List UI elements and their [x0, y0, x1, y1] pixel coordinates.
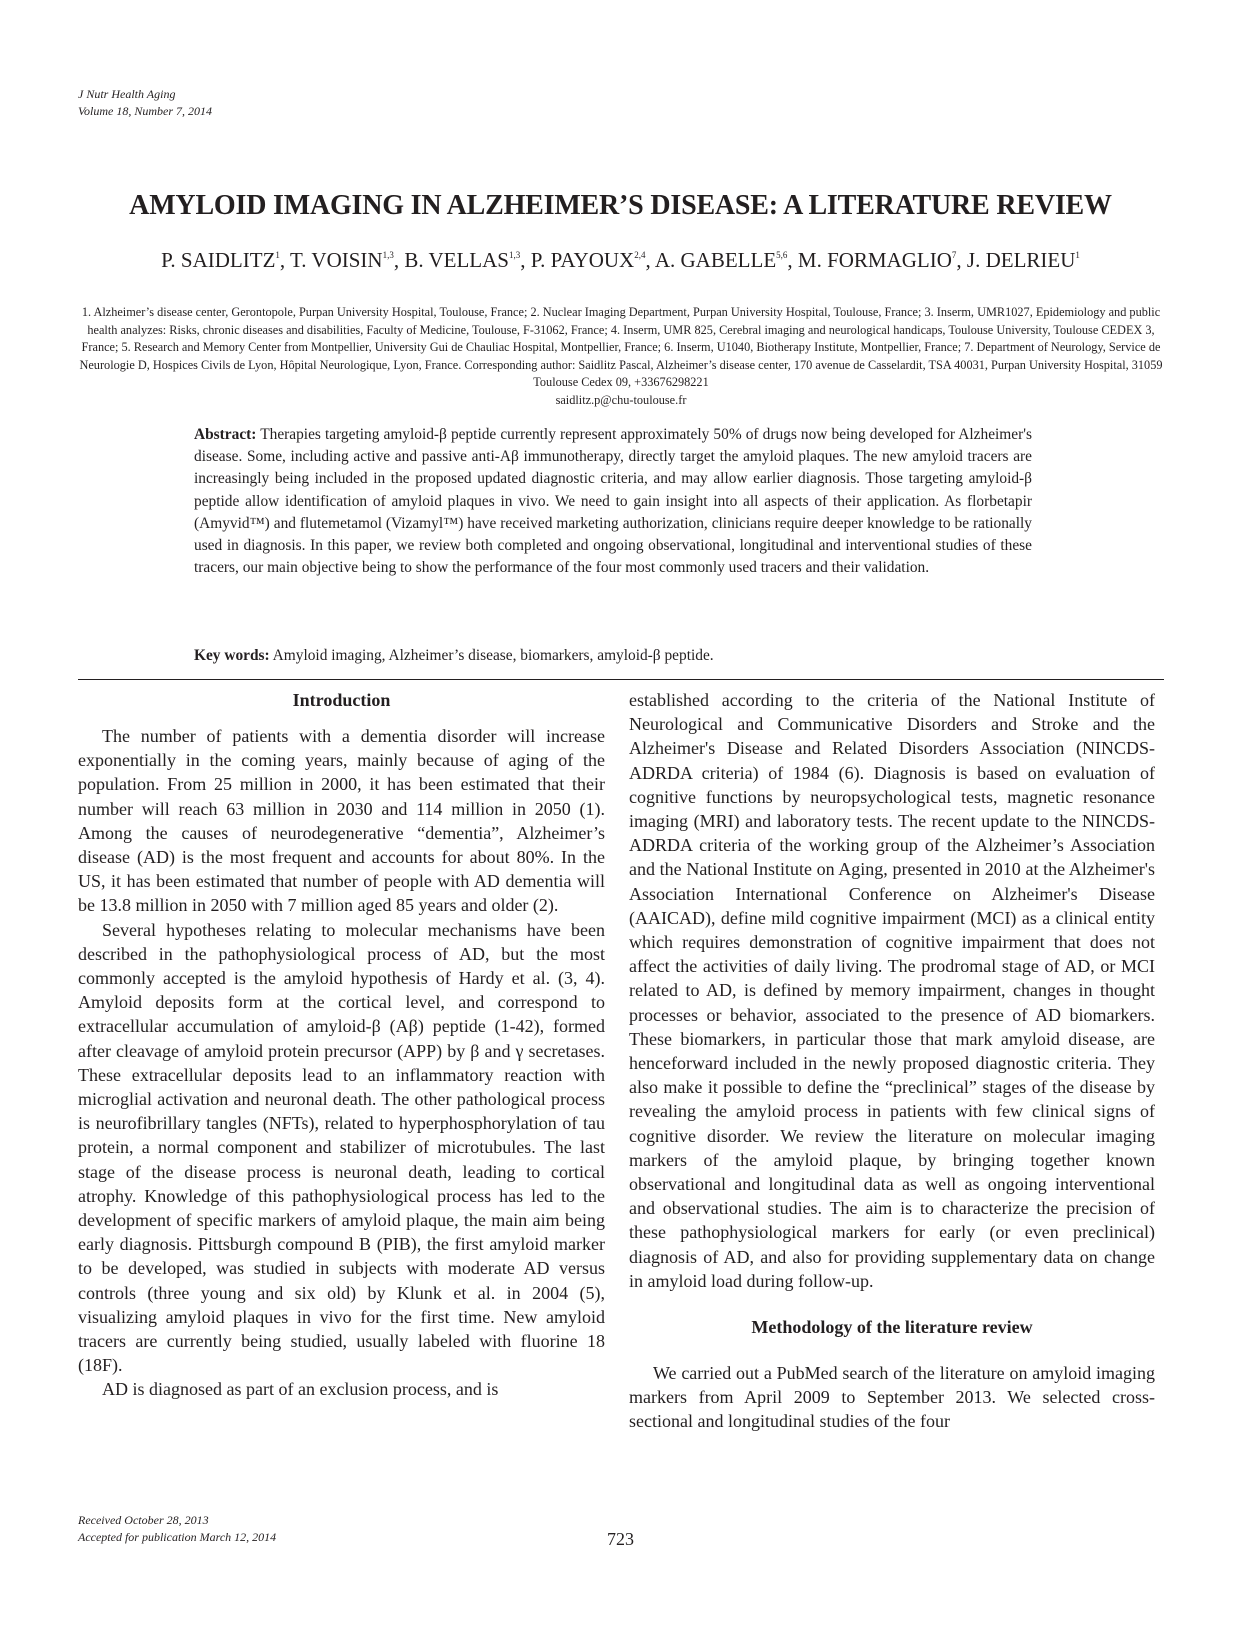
- methodology-paragraph-1: We carried out a PubMed search of the literature on amyloid imaging markers from April 2009 to September 2013. We selected cross-sectional and longitudinal studies of the four: [629, 1363, 1155, 1432]
- intro-paragraph-3: AD is diagnosed as part of an exclusion process, and is: [102, 1379, 499, 1400]
- affiliations-text: 1. Alzheimer’s disease center, Gerontopole, Purpan University Hospital, Toulouse, France; 2. Nuclear Imaging Department, Purpan University Hospital, Toulouse, France; 3. Inserm, UMR1027, Epidemiology and public health analyzes: Risks, chronic diseases and disabilities, Faculty of Medicine, Toulouse, F-31062, France; 4. Inserm, UMR 825, Cerebral imaging and neurological handicaps, Toulouse University, Toulouse CEDEX 3, France; 5. Research and Memory Center from Montpellier, University Gui de Chauliac Hospital, Montpellier, France; 6. Inserm, U1040, Biotherapy Institute, Montpellier, France; 7. Department of Neurology, Service de Neurologie D, Hospices Civils de Lyon, Hôpital Neurologique, Lyon, France. Corresponding author: Saidlitz Pascal, Alzheimer’s disease center, 170 avenue de Casselardit, TSA 40031, Purpan University Hospital, 31059 Toulouse Cedex 09, +33676298221: [79, 305, 1163, 390]
- abstract-label: Abstract:: [194, 426, 257, 443]
- methodology-heading: Methodology of the literature review: [751, 1317, 1033, 1338]
- keywords: [194, 645, 1032, 667]
- right-column: [629, 688, 1155, 1434]
- journal-name: J Nutr Health Aging: [78, 87, 176, 101]
- intro-paragraph-2: Several hypotheses relating to molecular mechanisms have been described in the pathophysiological process of AD, but the most commonly accepted is the amyloid hypothesis of Hardy et al. (3, 4). Amyloid deposits form at the cortical level, and correspond to extracellular accumulation of amyloid-β (Aβ) peptide (1-42), formed after cleavage of amyloid protein precursor (APP) by β and γ secretases. These extracellular deposits lead to an inflammatory reaction with microglial activation and neuronal death. The other pathological process is neurofibrillary tangles (NFTs), related to hyperphosphorylation of tau protein, a normal component and stabilizer of microtubules. The last stage of the disease process is neuronal death, leading to cortical atrophy. Knowledge of this pathophysiological process has led to the development of specific markers of amyloid plaque, the main aim being early diagnosis. Pittsburgh compound B (PIB), the first amyloid marker to be developed, was studied in subjects with moderate AD versus controls (three young and six old) by Klunk et al. in 2004 (5), visualizing amyloid plaques in vivo for the first time. New amyloid tracers are currently being studied, usually labeled with fluorine 18 (18F).: [78, 919, 605, 1376]
- author: M. FORMAGLIO$^7$,: [797, 248, 967, 272]
- abstract: [194, 424, 1032, 579]
- left-column: [78, 688, 605, 1402]
- page-number: 723: [607, 1529, 634, 1549]
- affiliations: [76, 304, 1166, 410]
- keywords-label: Key words:: [194, 647, 270, 664]
- corresponding-email: saidlitz.p@chu-toulouse.fr: [555, 392, 687, 407]
- section-divider: [78, 679, 1164, 680]
- intro-paragraph-3-continued: established according to the criteria of the National Institute of Neurological and Communicative Disorders and Stroke and the Alzheimer's Disease and Related Disorders Association (NINCDS-ADRDA criteria) of 1984 (6). Diagnosis is based on evaluation of cognitive functions by neuropsychological tests, magnetic resonance imaging (MRI) and laboratory tests. The recent update to the NINCDS-ADRDA criteria of the working group of the Alzheimer’s Association and the National Institute on Aging, presented in 2010 at the Alzheimer's Association International Conference on Alzheimer's Disease (AAICAD), define mild cognitive impairment (MCI) as a clinical entity which requires demonstration of cognitive impairment that does not affect the activities of daily living. The prodromal stage of AD, or MCI related to AD, is defined by memory impairment, changes in thought processes or behavior, associated to the presence of AD biomarkers. These biomarkers, in particular those that mark amyloid disease, are henceforward included in the newly proposed diagnostic criteria. They also make it possible to define the “preclinical” stages of the disease by revealing the amyloid process in patients with few clinical signs of cognitive disorder. We review the literature on molecular imaging markers of the amyloid plaque, by bringing together known observational and longitudinal data as well as ongoing interventional and observational studies. The aim is to characterize the precision of these pathophysiological markers for early (or even preclinical) diagnosis of AD, and also for providing supplementary data on change in amyloid load during follow-up.: [629, 690, 1155, 1291]
- keywords-text: Amyloid imaging, Alzheimer’s disease, biomarkers, amyloid-β peptide.: [272, 647, 714, 664]
- intro-paragraph-1: The number of patients with a dementia disorder will increase exponentially in the coming years, mainly because of aging of the population. From 25 million in 2000, it has been estimated that their number will reach 63 million in 2030 and 114 million in 2050 (1). Among the causes of neurodegenerative “dementia”, Alzheimer’s disease (AD) is the most frequent and accounts for about 80%. In the US, it has been estimated that number of people with AD dementia will be 13.8 million in 2050 with 7 million aged 85 years and older (2).: [78, 726, 605, 916]
- author: P. PAYOUX$^{2,4}$,: [530, 248, 655, 272]
- author: T. VOISIN$^{1,3}$,: [290, 248, 405, 272]
- accepted-date: Accepted for publication March 12, 2014: [78, 1530, 277, 1544]
- author: B. VELLAS$^{1,3}$,: [404, 248, 531, 272]
- journal-volume: Volume 18, Number 7, 2014: [78, 104, 212, 118]
- author: P. SAIDLITZ$^1$,: [161, 248, 291, 272]
- author: A. GABELLE$^{5,6}$,: [654, 248, 798, 272]
- introduction-heading: Introduction: [292, 690, 391, 710]
- received-date: Received October 28, 2013: [78, 1513, 209, 1527]
- author: J. DELRIEU$^1$: [966, 248, 1080, 272]
- article-title: AMYLOID IMAGING IN ALZHEIMER’S DISEASE: A LITERATURE REVIEW: [129, 190, 1112, 221]
- journal-citation: [78, 86, 212, 120]
- author-list: [0, 248, 1241, 273]
- abstract-text: Therapies targeting amyloid-β peptide currently represent approximately 50% of drugs now being developed for Alzheimer's disease. Some, including active and passive anti-Aβ immunotherapy, directly target the amyloid plaques. The new amyloid tracers are increasingly being included in the proposed updated diagnostic criteria, and may allow earlier diagnosis. Those targeting amyloid-β peptide allow identification of amyloid plaques in vivo. We need to gain insight into all aspects of their application. As florbetapir (Amyvid™) and flutemetamol (Vizamyl™) have received marketing authorization, clinicians require deeper knowledge to be rationally used in diagnosis. In this paper, we review both completed and ongoing observational, longitudinal and interventional studies of these tracers, our main objective being to show the performance of the four most commonly used tracers and their validation.: [194, 426, 1032, 577]
